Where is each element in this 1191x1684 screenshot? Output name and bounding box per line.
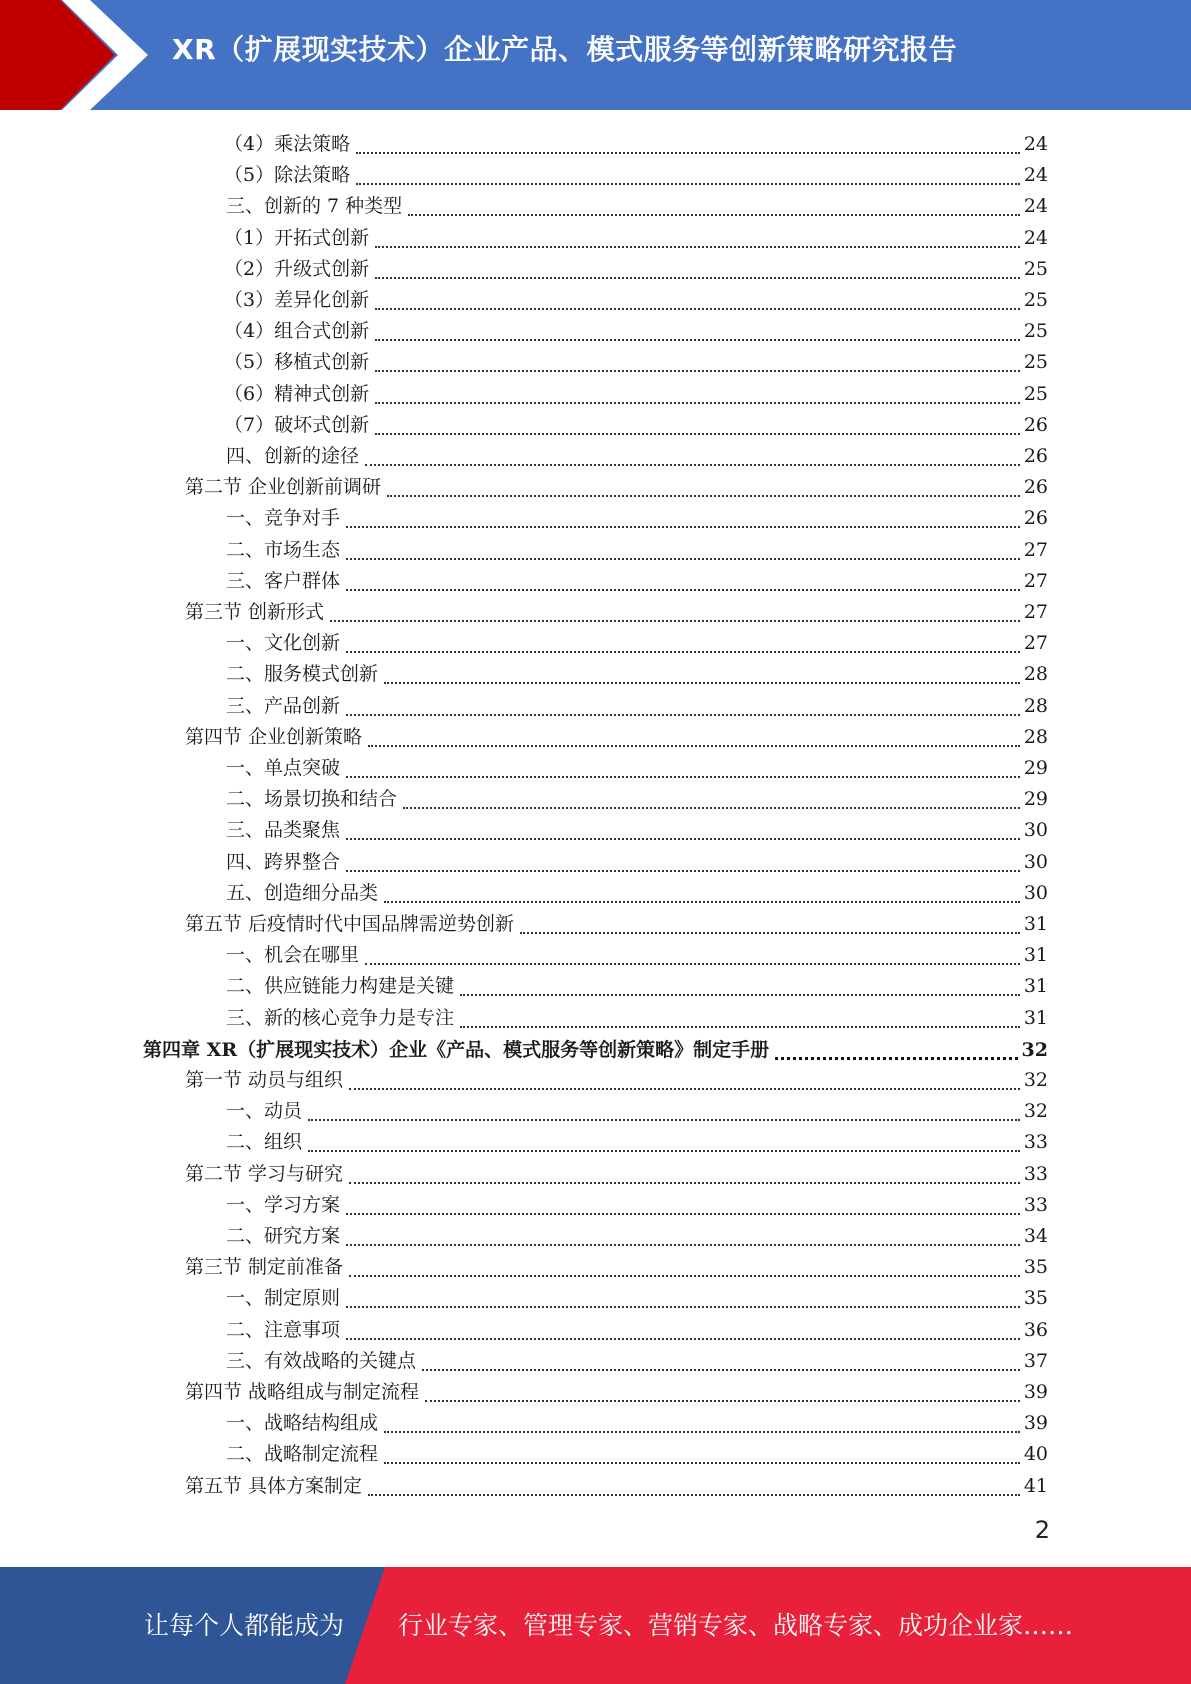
page-number: 2 (1034, 1516, 1050, 1544)
toc-dot-leader (346, 1286, 1020, 1308)
toc-entry[interactable] (226, 440, 1048, 471)
toc-entry-label: 一、单点突破 (226, 757, 341, 779)
toc-entry-label: （3）差异化创新 (224, 289, 370, 311)
toc-entry-page: 35 (1023, 1256, 1048, 1279)
toc-entry-label: （6）精神式创新 (224, 382, 370, 405)
toc-entry[interactable] (226, 970, 1048, 1001)
toc-dot-leader (384, 662, 1020, 684)
toc-entry-page: 27 (1023, 601, 1048, 623)
toc-entry[interactable] (226, 1345, 1048, 1376)
toc-entry-label: 四、跨界整合 (226, 850, 341, 873)
toc-entry-page: 27 (1023, 632, 1048, 655)
toc-entry[interactable] (226, 690, 1048, 721)
toc-dot-leader (346, 818, 1020, 840)
toc-entry[interactable] (185, 908, 1048, 939)
toc-entry-page: 31 (1023, 944, 1048, 967)
toc-entry-label: 二、场景切换和结合 (226, 788, 398, 811)
toc-dot-leader (346, 850, 1020, 872)
toc-entry-label: 三、客户群体 (226, 569, 341, 592)
toc-entry[interactable] (224, 128, 1048, 159)
toc-dot-leader (356, 132, 1020, 154)
toc-entry[interactable] (226, 1407, 1048, 1438)
toc-entry-label: 二、战略制定流程 (226, 1443, 379, 1466)
toc-entry-page: 32 (1023, 1100, 1048, 1123)
toc-entry-page: 28 (1023, 725, 1048, 748)
toc-entry-page: 26 (1023, 476, 1048, 499)
footer-slogan-left: 让每个人都能成为 (144, 1611, 345, 1640)
toc-entry[interactable] (185, 596, 1048, 627)
toc-dot-leader (346, 631, 1020, 653)
toc-entry[interactable] (226, 534, 1048, 565)
toc-entry-label: 四、创新的途径 (226, 445, 360, 467)
toc-entry-label: 第三节 创新形式 (185, 601, 325, 623)
toc-entry[interactable] (226, 939, 1048, 970)
toc-entry-label: 一、机会在哪里 (226, 944, 360, 967)
toc-dot-leader (349, 1162, 1020, 1184)
toc-dot-leader (422, 1349, 1020, 1371)
toc-dot-leader (308, 1099, 1020, 1121)
toc-entry[interactable] (226, 1126, 1048, 1157)
toc-dot-leader (356, 163, 1020, 185)
toc-entry[interactable] (185, 1158, 1048, 1189)
toc-entry-page: 25 (1023, 382, 1048, 405)
toc-entry-page: 25 (1023, 351, 1048, 374)
toc-entry-label: 二、市场生态 (226, 538, 341, 561)
toc-entry-label: （4）组合式创新 (224, 320, 370, 343)
toc-entry-page: 31 (1023, 1006, 1048, 1029)
toc-entry[interactable] (226, 1282, 1048, 1313)
toc-entry-page: 24 (1023, 226, 1048, 249)
toc-entry[interactable] (185, 1064, 1048, 1095)
toc-entry[interactable] (224, 222, 1048, 253)
toc-entry-page: 24 (1023, 133, 1048, 155)
toc-entry-page: 27 (1023, 538, 1048, 561)
toc-entry-page: 32 (1023, 1069, 1048, 1091)
toc-entry-page: 39 (1023, 1412, 1048, 1435)
page-footer (0, 1567, 1191, 1684)
toc-entry[interactable] (226, 1095, 1048, 1126)
toc-dot-leader (346, 694, 1020, 716)
toc-entry-label: 第二节 学习与研究 (185, 1162, 344, 1185)
toc-entry-page: 31 (1023, 975, 1048, 998)
toc-entry[interactable] (185, 721, 1048, 752)
toc-entry-page: 25 (1023, 320, 1048, 343)
toc-entry-label: 一、战略结构组成 (226, 1412, 379, 1435)
toc-entry-label: 第四章 XR（扩展现实技术）企业《产品、模式服务等创新策略》制定手册 (143, 1038, 770, 1061)
toc-entry[interactable] (226, 846, 1048, 877)
toc-dot-leader (460, 974, 1020, 996)
toc-entry-label: 二、注意事项 (226, 1318, 341, 1341)
toc-entry-page: 26 (1023, 507, 1048, 530)
toc-entry[interactable] (185, 471, 1048, 502)
toc-entry-label: 一、制定原则 (226, 1287, 341, 1310)
toc-entry[interactable] (224, 284, 1048, 315)
toc-entry-page: 26 (1023, 413, 1048, 436)
toc-entry-page: 25 (1023, 257, 1048, 280)
toc-entry[interactable] (224, 409, 1048, 440)
toc-dot-leader (346, 1193, 1020, 1215)
toc-entry-label: 三、品类聚焦 (226, 819, 341, 842)
toc-entry-page: 36 (1023, 1318, 1048, 1341)
toc-entry-page: 41 (1023, 1474, 1048, 1497)
toc-entry-page: 32 (1021, 1038, 1048, 1061)
toc-entry[interactable] (185, 1470, 1048, 1501)
toc-dot-leader (375, 382, 1020, 404)
toc-entry-label: 三、新的核心竞争力是专注 (226, 1006, 455, 1029)
toc-entry[interactable] (226, 752, 1048, 783)
toc-entry-page: 35 (1023, 1287, 1048, 1310)
toc-entry-page: 30 (1023, 850, 1048, 873)
toc-dot-leader (346, 1318, 1020, 1340)
toc-entry-page: 28 (1023, 694, 1048, 717)
toc-entry-page: 40 (1023, 1443, 1048, 1466)
toc-entry[interactable] (226, 190, 1048, 221)
toc-entry-label: （1）开拓式创新 (224, 226, 370, 249)
toc-entry-page: 33 (1023, 1193, 1048, 1216)
toc-entry[interactable] (224, 315, 1048, 346)
toc-entry-page: 26 (1023, 445, 1048, 467)
toc-entry[interactable] (224, 159, 1048, 190)
toc-entry-label: 第四节 企业创新策略 (185, 725, 363, 748)
toc-dot-leader (346, 756, 1020, 778)
toc-dot-leader (308, 1130, 1020, 1152)
toc-entry[interactable] (226, 1314, 1048, 1345)
toc-entry-page: 29 (1023, 757, 1048, 779)
toc-dot-leader (375, 319, 1020, 341)
toc-entry-label: （2）升级式创新 (224, 257, 370, 280)
toc-entry[interactable] (226, 1438, 1048, 1469)
toc-entry[interactable] (224, 253, 1048, 284)
toc-dot-leader (375, 226, 1020, 248)
toc-entry[interactable] (226, 658, 1048, 689)
toc-dot-leader (346, 506, 1020, 528)
report-title: XR（扩展现实技术）企业产品、模式服务等创新策略研究报告 (172, 33, 958, 66)
toc-entry-page: 31 (1023, 913, 1048, 935)
toc-entry-page: 33 (1023, 1131, 1048, 1154)
toc-entry-label: 五、创造细分品类 (226, 881, 379, 904)
toc-dot-leader (408, 194, 1020, 216)
toc-entry-page: 24 (1023, 195, 1048, 218)
toc-dot-leader (365, 444, 1020, 466)
toc-entry[interactable] (226, 565, 1048, 596)
toc-dot-leader (349, 1255, 1020, 1277)
toc-entry[interactable] (226, 877, 1048, 908)
toc-entry[interactable] (226, 1189, 1048, 1220)
toc-entry[interactable] (226, 1002, 1048, 1033)
toc-dot-leader (384, 1442, 1020, 1464)
toc-entry-page: 27 (1023, 569, 1048, 592)
toc-dot-leader (520, 912, 1020, 934)
toc-entry-page: 37 (1023, 1349, 1048, 1372)
toc-entry-label: 第四节 战略组成与制定流程 (185, 1381, 420, 1403)
toc-entry-label: 二、供应链能力构建是关键 (226, 975, 455, 998)
toc-entry-label: 一、学习方案 (226, 1193, 341, 1216)
toc-entry-label: （5）除法策略 (224, 164, 351, 187)
toc-dot-leader (346, 1224, 1020, 1246)
toc-entry-label: 二、服务模式创新 (226, 663, 379, 686)
toc-entry-label: 二、研究方案 (226, 1225, 341, 1247)
toc-entry-label: 二、组织 (226, 1131, 303, 1154)
toc-dot-leader (403, 787, 1020, 809)
toc-entry-label: （7）破坏式创新 (224, 413, 370, 436)
toc-entry-page: 30 (1023, 819, 1048, 842)
toc-entry-label: 一、文化创新 (226, 632, 341, 655)
toc-entry-label: 三、创新的 7 种类型 (226, 195, 403, 218)
toc-entry[interactable] (226, 627, 1048, 658)
toc-entry-page: 39 (1023, 1381, 1048, 1403)
toc-entry[interactable] (143, 1033, 1048, 1064)
toc-entry[interactable] (226, 1220, 1048, 1251)
toc-entry-page: 33 (1023, 1162, 1048, 1185)
toc-dot-leader (425, 1380, 1020, 1402)
toc-entry-label: 一、动员 (226, 1100, 303, 1123)
toc-entry-label: 第三节 制定前准备 (185, 1256, 344, 1279)
toc-dot-leader (375, 413, 1020, 435)
toc-entry-page: 30 (1023, 881, 1048, 904)
toc-entry[interactable] (226, 783, 1048, 814)
toc-entry-label: 第五节 具体方案制定 (185, 1474, 363, 1497)
toc-entry[interactable] (226, 502, 1048, 533)
toc-entry-page: 28 (1023, 663, 1048, 686)
toc-dot-leader (375, 257, 1020, 279)
toc-dot-leader (330, 600, 1020, 622)
page-header (0, 0, 1191, 110)
toc-dot-leader (346, 569, 1020, 591)
toc-entry-label: （5）移植式创新 (224, 351, 370, 374)
toc-dot-leader (460, 1006, 1020, 1028)
toc-dot-leader (365, 943, 1020, 965)
toc-dot-leader (368, 725, 1020, 747)
toc-dot-leader (346, 538, 1020, 560)
toc-dot-leader (368, 1474, 1020, 1496)
toc-entry-label: 第五节 后疫情时代中国品牌需逆势创新 (185, 913, 515, 935)
toc-entry-label: 三、产品创新 (226, 694, 341, 717)
toc-dot-leader (384, 881, 1020, 903)
toc-entry-label: 第二节 企业创新前调研 (185, 476, 382, 499)
toc-entry-page: 34 (1023, 1225, 1048, 1247)
toc-entry[interactable] (185, 1251, 1048, 1282)
toc-dot-leader (387, 475, 1020, 497)
toc-dot-leader (349, 1068, 1020, 1090)
toc-entry-page: 29 (1023, 788, 1048, 811)
footer-slogan-right: 行业专家、管理专家、营销专家、战略专家、成功企业家…… (398, 1611, 1074, 1640)
toc-entry-label: （4）乘法策略 (224, 133, 351, 155)
toc-entry-page: 25 (1023, 289, 1048, 311)
toc-entry-label: 第一节 动员与组织 (185, 1069, 344, 1091)
toc-entry[interactable] (224, 378, 1048, 409)
toc-entry[interactable] (224, 346, 1048, 377)
toc-entry-page: 24 (1023, 164, 1048, 187)
toc-entry-label: 一、竞争对手 (226, 507, 341, 530)
toc-entry-label: 三、有效战略的关键点 (226, 1349, 417, 1372)
toc-dot-leader (775, 1037, 1017, 1060)
toc-dot-leader (384, 1411, 1020, 1433)
toc-entry[interactable] (226, 814, 1048, 845)
toc-dot-leader (375, 288, 1020, 310)
toc-dot-leader (375, 350, 1020, 372)
toc-entry[interactable] (185, 1376, 1048, 1407)
